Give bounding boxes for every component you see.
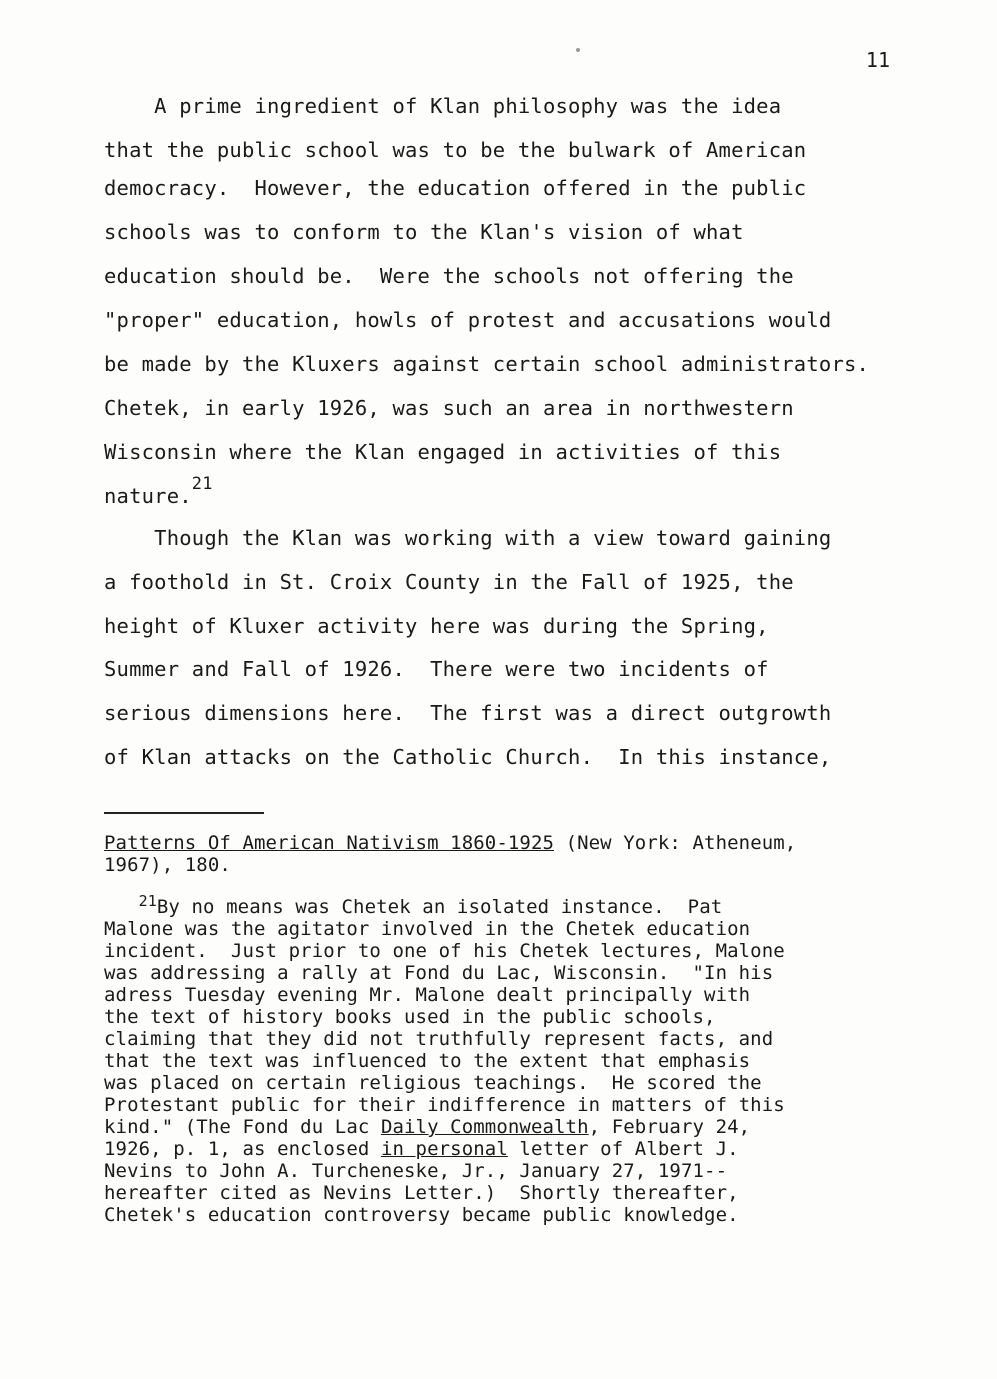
page-number: 11 [865, 48, 890, 72]
body-line-text: nature. [104, 484, 192, 508]
footnote-line: that the text was influenced to the extent that emphasis [104, 1050, 751, 1072]
footnote-line: Nevins to John A. Turcheneske, Jr., January 27, 1971-- [104, 1160, 728, 1182]
footnote-text: By no means was Chetek an isolated instance. Pat [156, 896, 723, 918]
body-line: A prime ingredient of Klan philosophy was the idea [104, 94, 782, 118]
body-line: that the public school was to be the bulwark of American [104, 138, 807, 162]
underlined-phrase: in personal [380, 1138, 508, 1160]
footnote-reference: 21 [191, 474, 213, 494]
footnote-text: 1926, p. 1, as enclosed [104, 1138, 381, 1160]
footnote-line: the text of history books used in the public schools, [104, 1006, 716, 1028]
body-line: Summer and Fall of 1926. There were two incidents of [104, 657, 769, 681]
body-line: schools was to conform to the Klan's vision of what [104, 220, 744, 244]
ink-speck [576, 48, 580, 52]
footnote-line: was addressing a rally at Fond du Lac, Wisconsin. "In his [104, 962, 774, 984]
publication-info: (New York: Atheneum, [554, 832, 797, 854]
body-line: education should be. Were the schools not offering the [104, 264, 794, 288]
footnote-marker: 21 [138, 892, 157, 910]
body-line: be made by the Kluxers against certain school administrators. [104, 352, 870, 376]
body-line: Wisconsin where the Klan engaged in activities of this [104, 440, 782, 464]
footnote-line: adress Tuesday evening Mr. Malone dealt principally with [104, 984, 751, 1006]
footnote-line: Malone was the agitator involved in the Chetek education [104, 918, 751, 940]
footnote-line: was placed on certain religious teachings. He scored the [104, 1072, 762, 1094]
footnote-line [104, 1140, 739, 1159]
body-line: "proper" education, howls of protest and accusations would [104, 308, 832, 332]
body-line: Chetek, in early 1926, was such an area in northwestern [104, 396, 794, 420]
footnote-line: Chetek's education controversy became public knowledge. [104, 1204, 739, 1226]
footnote-indent [104, 896, 139, 918]
footnote-citation-line [104, 834, 796, 853]
footnote-citation-line: 1967), 180. [104, 854, 231, 876]
footnote-line: hereafter cited as Nevins Letter.) Shortly thereafter, [104, 1182, 739, 1204]
footnote-text: letter of Albert J. [507, 1138, 739, 1160]
footnote-separator [104, 812, 264, 814]
book-title: Patterns Of American Nativism 1860-1925 [104, 832, 555, 854]
body-line-with-footnote [104, 474, 213, 508]
body-line: serious dimensions here. The first was a direct outgrowth [104, 701, 832, 725]
footnote-line: incident. Just prior to one of his Chetek lectures, Malone [104, 940, 785, 962]
body-line: a foothold in St. Croix County in the Fall of 1925, the [104, 570, 794, 594]
footnote-line: claiming that they did not truthfully represent facts, and [104, 1028, 774, 1050]
body-line: of Klan attacks on the Catholic Church. In this instance, [104, 745, 832, 769]
body-line: democracy. However, the education offered in the public [104, 176, 807, 200]
newspaper-title: Daily Commonwealth [380, 1116, 589, 1138]
body-line: Though the Klan was working with a view toward gaining [104, 526, 832, 550]
footnote-text: , February 24, [588, 1116, 751, 1138]
footnote-21-first-line [104, 892, 723, 918]
footnote-line [104, 1118, 750, 1137]
footnote-line: Protestant public for their indifference in matters of this [104, 1094, 785, 1116]
footnote-text: kind." (The Fond du Lac [104, 1116, 381, 1138]
body-line: height of Kluxer activity here was during the Spring, [104, 614, 769, 638]
